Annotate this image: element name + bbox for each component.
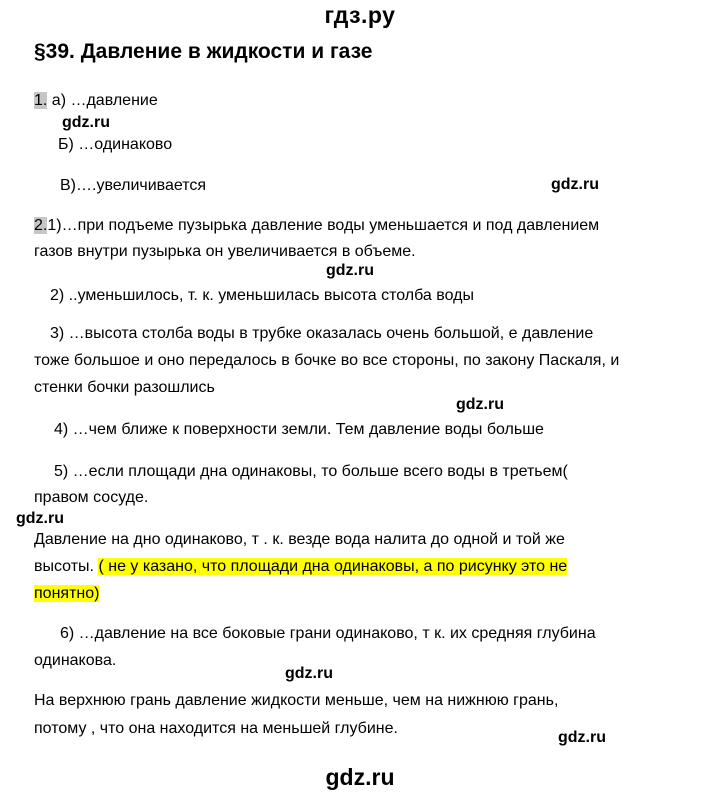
q2-p4: 4) …чем ближе к поверхности земли. Тем давление воды больше	[54, 421, 544, 438]
q2-p5-note-line1: Давление на дно одинаково, т . к. везде вода налита до одной и той же	[34, 531, 565, 548]
watermark: gdz.ru	[558, 729, 606, 746]
q2-p1-line2: газов внутри пузырька он увеличивается в объеме.	[34, 243, 416, 260]
q2-p5-line2: правом сосуде.	[34, 489, 149, 506]
site-header: гдз.ру	[324, 2, 396, 28]
q1-b-text: Б) …одинаково	[58, 136, 173, 153]
q2-p5-note-line2-text: высоты.	[34, 558, 99, 575]
q2-p6-line2: одинакова.	[34, 652, 117, 669]
q2-p5-note-line2	[34, 555, 567, 579]
q2-p5-note-line3	[34, 582, 99, 606]
highlighted-remark: ( не у казано, что площади дна одинаковы, а по рисунку это не	[98, 558, 568, 575]
watermark: gdz.ru	[551, 176, 599, 193]
q1-a-text: а) …давление	[47, 92, 158, 109]
q2-p6-note-line2: потому , что она находится на меньшей глубине.	[34, 720, 398, 737]
q2-p5-line1: 5) …если площади дна одинаковы, то больше всего воды в третьем(	[54, 463, 568, 480]
page-title: §39. Давление в жидкости и газе	[34, 40, 373, 63]
q1-a-line	[34, 89, 158, 113]
q2-p6-line1: 6) …давление на все боковые грани одинаково, т к. их средняя глубина	[60, 625, 596, 642]
q2-p3-line2: тоже большое и оно передалось в бочке во все стороны, по закону Паскаля, и	[34, 352, 620, 369]
q2-number: 2.	[34, 217, 48, 234]
q1-c-text: В)….увеличивается	[60, 177, 207, 194]
watermark: gdz.ru	[285, 665, 333, 682]
watermark: gdz.ru	[326, 262, 374, 279]
watermark: gdz.ru	[16, 510, 64, 527]
q2-p6-note-line1: На верхнюю грань давление жидкости меньше, чем на нижнюю грань,	[34, 692, 559, 709]
q1-number: 1.	[34, 92, 48, 109]
q2-p1-line1-text: 1)…при подъеме пузырька давление воды уменьшается и под давлением	[47, 217, 600, 234]
q2-p3-line1: 3) …высота столба воды в трубке оказалась очень большой, е давление	[50, 325, 594, 342]
q2-p2: 2) ..уменьшилось, т. к. уменьшилась высота столба воды	[50, 287, 474, 304]
watermark: gdz.ru	[456, 396, 504, 413]
site-footer-watermark: gdz.ru	[325, 764, 395, 790]
q2-p3-line3: стенки бочки разошлись	[34, 379, 215, 396]
watermark: gdz.ru	[62, 114, 110, 131]
q2-p1-line1	[34, 214, 599, 238]
highlighted-remark-cont: понятно)	[34, 585, 100, 602]
